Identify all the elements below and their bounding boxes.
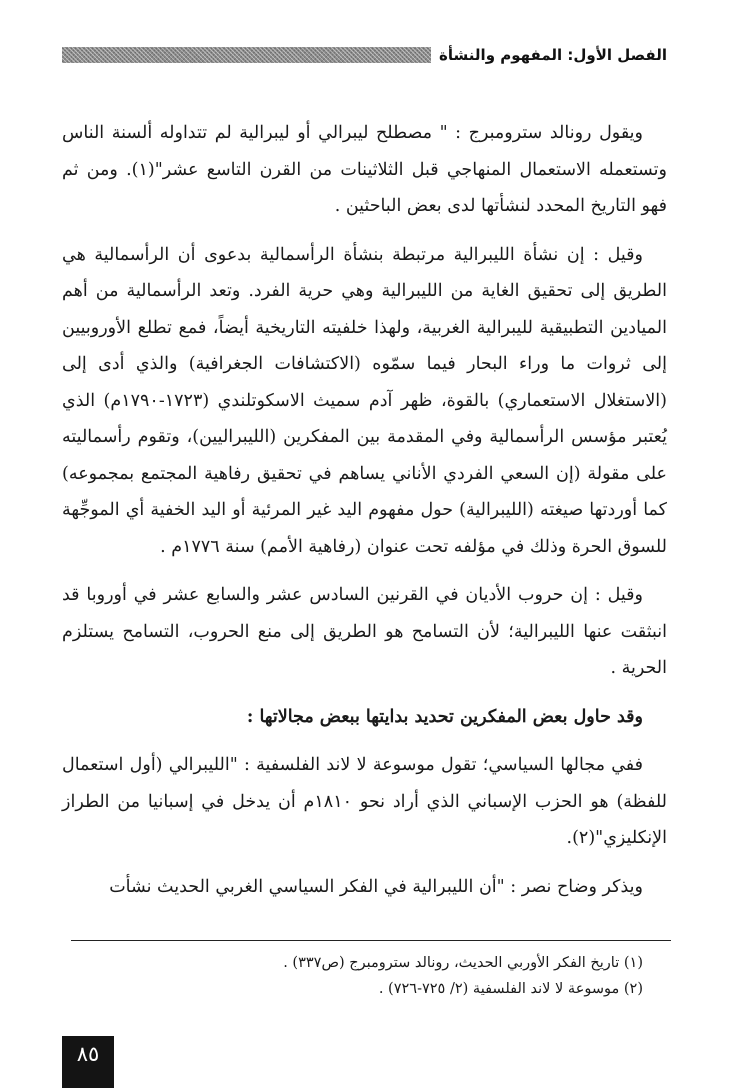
paragraph-stromberg: ويقول رونالد سترومبرج : " مصطلح ليبرالي أو ليبرالية لم تتداوله ألسنة الناس وتستعمله الاستعمال المنهاجي قبل الثلاثينات من القرن التاسع عشر"(١). ومن ثم فهو التاريخ المحدد لنشأتها لدى بعض الباحثين .	[62, 123, 667, 216]
page-body	[62, 115, 667, 905]
paragraph-political-domain: ففي مجالها السياسي؛ تقول موسوعة لا لاند الفلسفية : "الليبرالي (أول استعمال للفظة) هو الحزب الإسباني الذي أراد نحو ١٨١٠م أن يدخل في إسبانيا من الطراز الإنكليزي"(٢).	[62, 755, 668, 848]
paragraph-religious-wars: وقيل : إن حروب الأديان في القرنين السادس عشر والسابع عشر في أوروبا قد انبثقت عنها الليبرالية؛ لأن التسامح هو الطريق إلى منع الحروب، التسامح يستلزم الحرية .	[62, 585, 667, 678]
paragraph-domains-heading: وقد حاول بعض المفكرين تحديد بدايتها ببعض مجالاتها :	[246, 706, 643, 727]
footnote-2: (٢) موسوعة لا لاند الفلسفية (٢/ ٧٢٥-٧٢٦) .	[378, 981, 643, 997]
header-decorative-band	[62, 47, 431, 63]
footnote-separator	[71, 940, 671, 941]
paragraph-capitalism: وقيل : إن نشأة الليبرالية مرتبطة بنشأة الرأسمالية بدعوى أن الرأسمالية هي الطريق إلى تحقيق الغاية من الليبرالية وهي حرية الفرد. وتعد الرأسمالية من أهم الميادين التطبيقية لليبرالية الغربية، ولهذا خلفيته التاريخية أيضاً، فمع تطلع الأوروبيين إلى ثروات ما وراء البحار فيما سمّوه (الاكتشافات الجغرافية) والذي أدى إلى (الاستغلال الاستعماري) بالقوة، ظهر آدم سميث الاسكوتلندي (١٧٢٣-١٧٩٠م) الذي يُعتبر مؤسس الرأسمالية وفي المقدمة بين المفكرين (الليبراليين)، وتقوم رأسماليته على مقولة (إن السعي الفردي الأناني يساهم في تحقيق رفاهية المجتمع بمجموعه) كما أوردتها صيغته (الليبرالية) حول مفهوم اليد غير المرئية أو اليد الخفية أي الموجِّهة للسوق الحرة وذلك في مؤلفه تحت عنوان (رفاهية الأمم) سنة ١٧٧٦م .	[62, 244, 667, 557]
page-number: ٨٥	[62, 1036, 114, 1088]
footnote-1: (١) تاريخ الفكر الأوربي الحديث، رونالد سترومبرج (ص٣٣٧) .	[283, 955, 643, 971]
running-header	[62, 41, 667, 69]
chapter-title: الفصل الأول: المفهوم والنشأة	[439, 46, 667, 64]
footnotes	[62, 950, 667, 1002]
paragraph-waddah-nasr: ويذكر وضاح نصر : "أن الليبرالية في الفكر السياسي الغربي الحديث نشأت	[109, 876, 643, 897]
